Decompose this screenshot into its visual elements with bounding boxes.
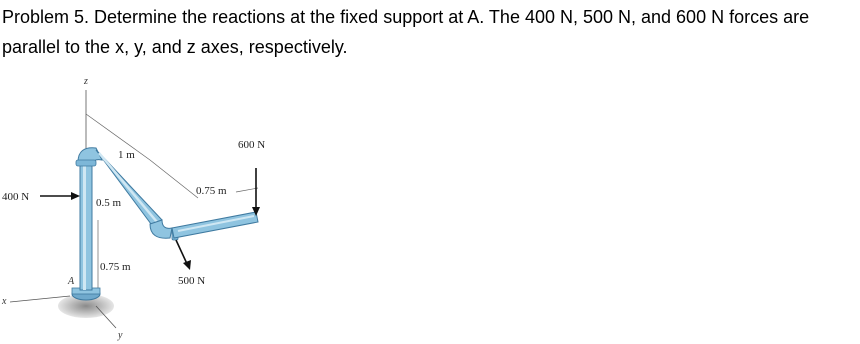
x-axis-label: x [2, 296, 7, 307]
diagonal-pipe-highlight [99, 153, 157, 222]
problem-line-1: Problem 5. Determine the reactions at the fixed support at A. The 400 N, 500 N, and 600 N forces are [2, 7, 810, 27]
problem-statement [2, 2, 858, 62]
dim-075m-top-label: 0.75 m [196, 185, 227, 197]
dim-1m-label: 1 m [118, 149, 135, 161]
dim-line-075-side [236, 188, 258, 192]
force-400-label: 400 N [2, 191, 30, 203]
lower-elbow [150, 220, 172, 238]
top-flange [76, 160, 96, 166]
dim-075m-vert-label: 0.75 m [100, 261, 131, 273]
dim-05m-label: 0.5 m [96, 197, 122, 209]
problem-line-2: parallel to the x, y, and z axes, respectively. [2, 37, 348, 57]
force-500-arrowhead [183, 260, 191, 270]
vertical-pipe-highlight [83, 156, 86, 290]
z-axis-label: z [84, 76, 88, 87]
pipe-assembly-figure [0, 70, 300, 344]
dim-line-075-top [150, 160, 198, 198]
horizontal-pipe [172, 212, 258, 238]
force-400-arrowhead [71, 192, 80, 200]
y-axis-label: y [118, 330, 123, 341]
force-500-label: 500 N [178, 275, 206, 287]
force-600-label: 600 N [238, 139, 266, 151]
point-a-label: A [68, 276, 75, 287]
